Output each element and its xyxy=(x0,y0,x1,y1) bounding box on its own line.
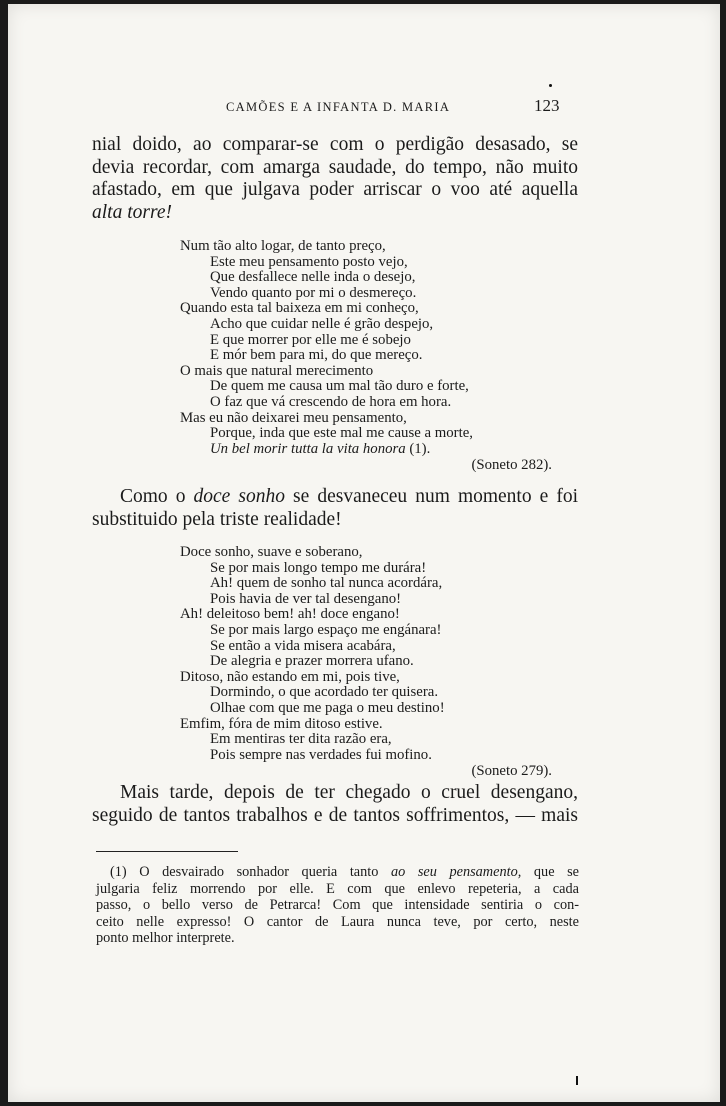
sonnet-source: (Soneto 282). xyxy=(471,457,552,474)
verse-line: Vendo quanto por mi o desmereço. xyxy=(210,284,417,301)
paragraph-line: afastado, em que julgava poder arriscar o voo até aquella xyxy=(92,179,578,200)
verse-line: De quem me causa um mal tão duro e forte, xyxy=(210,378,469,395)
footnote-ref: (1). xyxy=(409,440,431,457)
verse-line: Ditoso, não estando em mi, pois tive, xyxy=(180,668,400,685)
verse-line: Olhae com que me paga o meu destino! xyxy=(210,699,445,716)
verse-line: Se então a vida misera acabára, xyxy=(210,637,396,654)
verse-line: Emfim, fóra de mim ditoso estive. xyxy=(180,715,383,732)
paragraph-line xyxy=(92,202,578,225)
ink-speck xyxy=(549,84,552,87)
italic-phrase: doce sonho xyxy=(193,486,285,507)
text-run: (1) O desvairado sonhador queria tanto xyxy=(110,864,379,880)
ink-speck xyxy=(576,1076,578,1085)
sonnet-279 xyxy=(180,545,552,780)
paragraph-3 xyxy=(92,782,578,827)
verse-line: Mas eu não deixarei meu pensamento, xyxy=(180,409,407,426)
italic-verse: Un bel morir tutta la vita honora xyxy=(210,440,406,457)
text-run: que se xyxy=(533,864,579,880)
footnote-line: julgaria feliz morrendo por elle. E com que enlevo repeteria, a cada xyxy=(96,880,579,897)
verse-line: Pois havia de ver tal desengano! xyxy=(210,590,402,607)
verse-line: Pois sempre nas verdades fui mofino. xyxy=(210,746,432,763)
paragraph-line: substituido pela triste realidade! xyxy=(92,508,342,530)
verse-line: Se por mais longo tempo me durára! xyxy=(210,559,427,576)
footnote-line: ceito nelle expresso! O cantor de Laura nunca teve, por certo, neste xyxy=(96,913,579,930)
paragraph-line: Mais tarde, depois de ter chegado o cruel desengano, xyxy=(120,782,578,803)
text-run: Como o xyxy=(120,486,186,507)
paragraph-line xyxy=(92,486,578,509)
verse-line: Dormindo, o que acordado ter quisera. xyxy=(210,684,439,701)
verse-line: O mais que natural merecimento xyxy=(180,362,374,379)
verse-line: Que desfallece nelle inda o desejo, xyxy=(210,269,416,286)
verse-line: Doce sonho, suave e soberano, xyxy=(180,544,363,560)
verse-line: Ah! deleitoso bem! ah! doce engano! xyxy=(180,606,400,623)
paragraph-line: nial doido, ao comparar-se com o perdigão desasado, se xyxy=(92,134,578,155)
verse-line: De alegria e prazer morrera ufano. xyxy=(210,653,414,670)
verse-line: E que morrer por elle me é sobejo xyxy=(210,331,411,348)
page-number: 123 xyxy=(534,96,560,115)
footnote-divider xyxy=(96,851,238,852)
page-header xyxy=(8,96,720,120)
paragraph-line: devia recordar, com amarga saudade, do tempo, não muito xyxy=(92,156,578,178)
footnote-line: passo, o bello verso de Petrarca! Com que intensidade sentiria o con- xyxy=(96,897,579,914)
verse-line: Porque, inda que este mal me cause a morte, xyxy=(210,425,473,442)
verse-line: Em mentiras ter dita razão era, xyxy=(210,731,392,748)
running-title: CAMÕES E A INFANTA D. MARIA xyxy=(226,100,451,114)
verse-line: O faz que vá crescendo de hora em hora. xyxy=(210,393,452,410)
verse-line: Se por mais largo espaço me engánara! xyxy=(210,621,442,638)
verse-line: E mór bem para mi, do que mereço. xyxy=(210,347,423,364)
verse-line xyxy=(180,442,552,458)
verse-line: Ah! quem de sonho tal nunca acordára, xyxy=(210,575,443,592)
verse-line: Quando esta tal baixeza em mi conheço, xyxy=(180,300,419,317)
text-run: se desvaneceu num momento e foi xyxy=(293,486,579,507)
sonnet-source: (Soneto 279). xyxy=(471,763,552,780)
footnote-line: ponto melhor interprete. xyxy=(96,930,235,947)
verse-line: Acho que cuidar nelle é grão despejo, xyxy=(210,315,434,332)
book-page xyxy=(8,4,720,1102)
sonnet-282 xyxy=(180,239,552,474)
italic-phrase: ao seu pensamento, xyxy=(390,864,522,880)
paragraph-2 xyxy=(92,486,578,531)
footnote xyxy=(96,864,579,947)
italic-phrase: alta torre! xyxy=(92,201,172,223)
paragraph-1 xyxy=(92,134,578,224)
verse-line: Num tão alto logar, de tanto preço, xyxy=(180,238,386,254)
paragraph-line: seguido de tantos trabalhos e de tantos soffrimentos, — mais xyxy=(92,804,578,826)
verse-line: Este meu pensamento posto vejo, xyxy=(210,253,408,270)
footnote-line xyxy=(96,864,579,881)
